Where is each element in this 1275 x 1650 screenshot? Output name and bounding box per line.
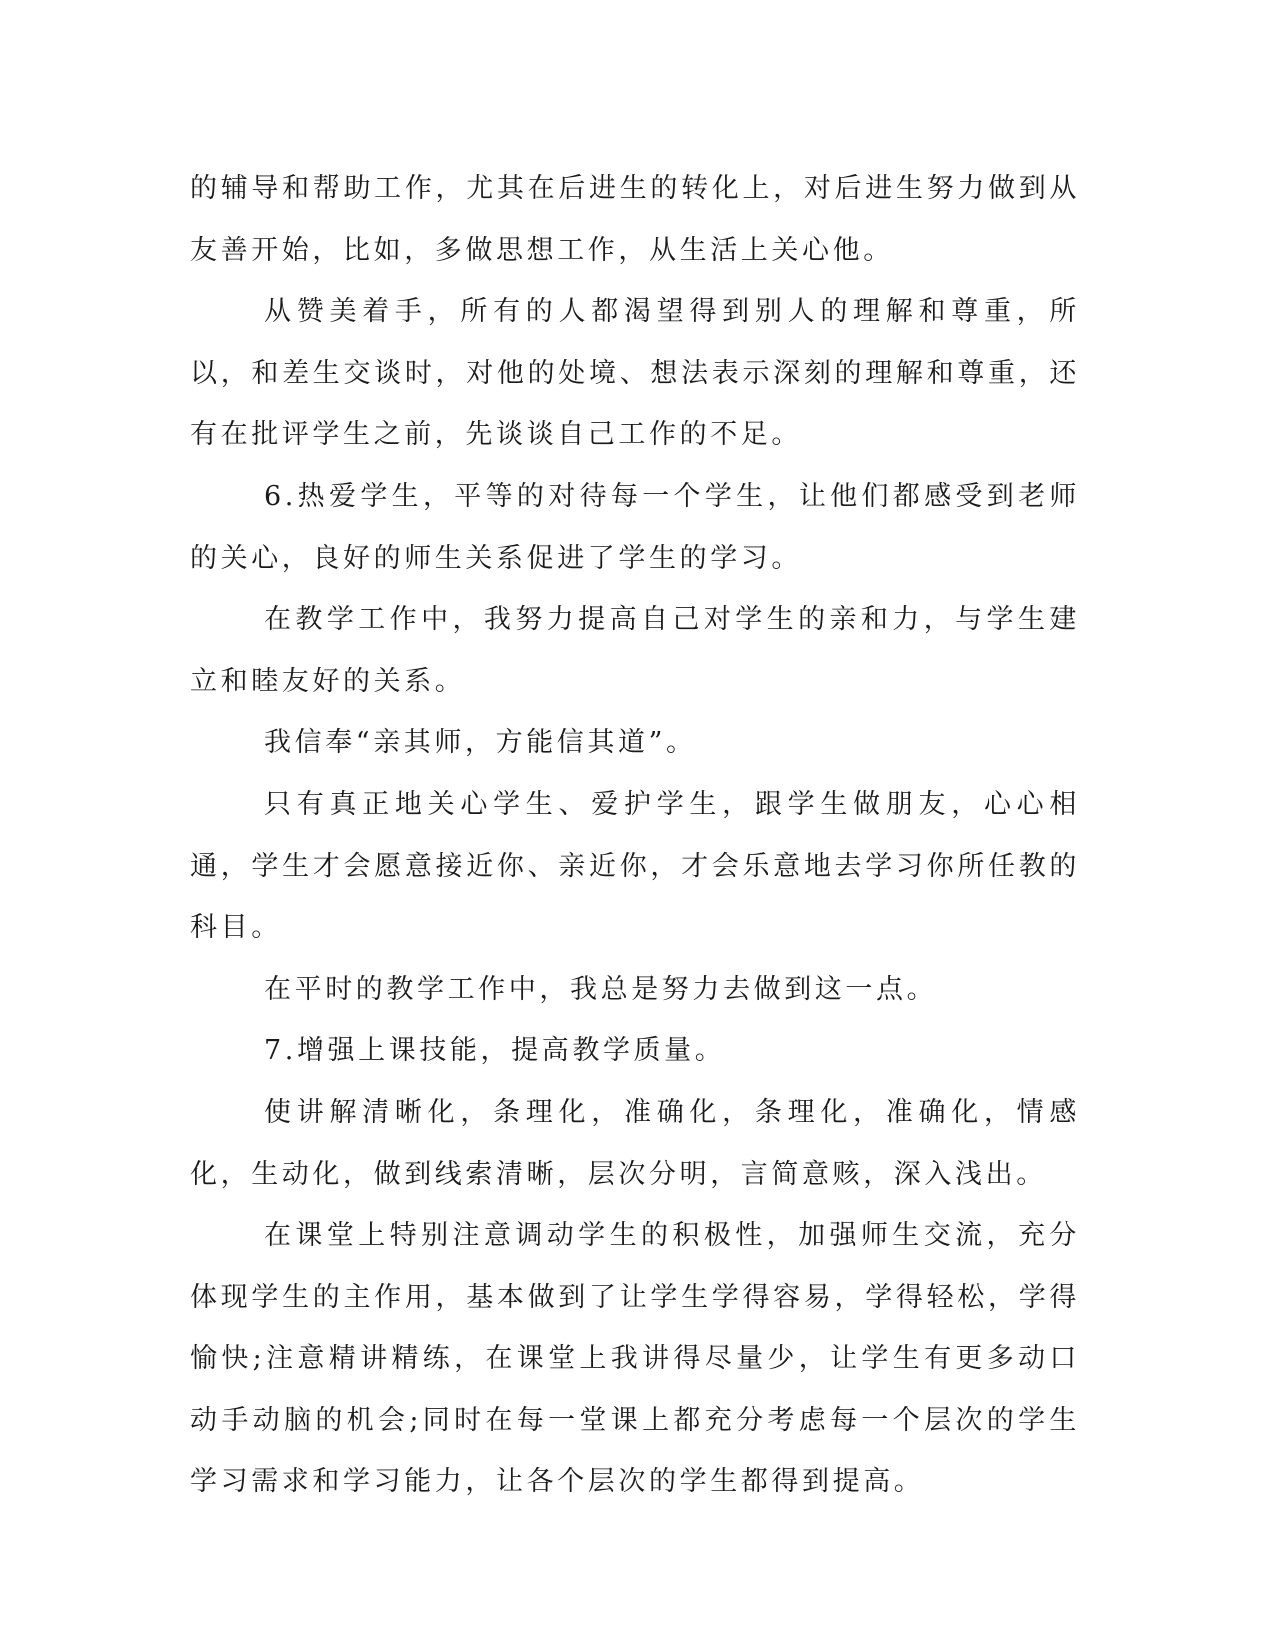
paragraph-5: 我信奉“亲其师，方能信其道”。 — [264, 727, 697, 759]
paragraph-10: 在课堂上特别注意调动学生的积极性，加强师生交流，充分体现学生的主作用，基本做到了让学生学得容易，学得轻松，学得愉快;注意精讲精练，在课堂上我讲得尽量少，让学生有更多动口动手动脑的机会;同时在每一堂课上都充分考虑每一个层次的学生学习需求和学习能力，让各个层次的学生都得到提高。 — [190, 1220, 1080, 1498]
paragraph-2: 从赞美着手，所有的人都渴望得到别人的理解和尊重，所以，和差生交谈时，对他的处境、想法表示深刻的理解和尊重，还有在批评学生之前，先谈谈自己工作的不足。 — [190, 296, 1080, 451]
paragraph-7: 在平时的教学工作中，我总是努力去做到这一点。 — [264, 973, 938, 1005]
paragraph-9: 使讲解清晰化，条理化，准确化，条理化，准确化，情感化，生动化，做到线索清晰，层次分明，言简意赅，深入浅出。 — [190, 1096, 1080, 1190]
paragraph-3: 6.热爱学生，平等的对待每一个学生，让他们都感受到老师的关心，良好的师生关系促进了学生的学习。 — [190, 480, 1080, 574]
paragraph-8: 7.增强上课技能，提高教学质量。 — [264, 1035, 726, 1067]
paragraph-6: 只有真正地关心学生、爱护学生，跟学生做朋友，心心相通，学生才会愿意接近你、亲近你，才会乐意地去学习你所任教的科目。 — [190, 788, 1080, 944]
paragraph-4: 在教学工作中，我努力提高自己对学生的亲和力，与学生建立和睦友好的关系。 — [190, 604, 1080, 697]
document-body — [190, 158, 1080, 1513]
paragraph-1: 的辅导和帮助工作，尤其在后进生的转化上，对后进生努力做到从友善开始，比如，多做思想工作，从生活上关心他。 — [190, 173, 1080, 266]
